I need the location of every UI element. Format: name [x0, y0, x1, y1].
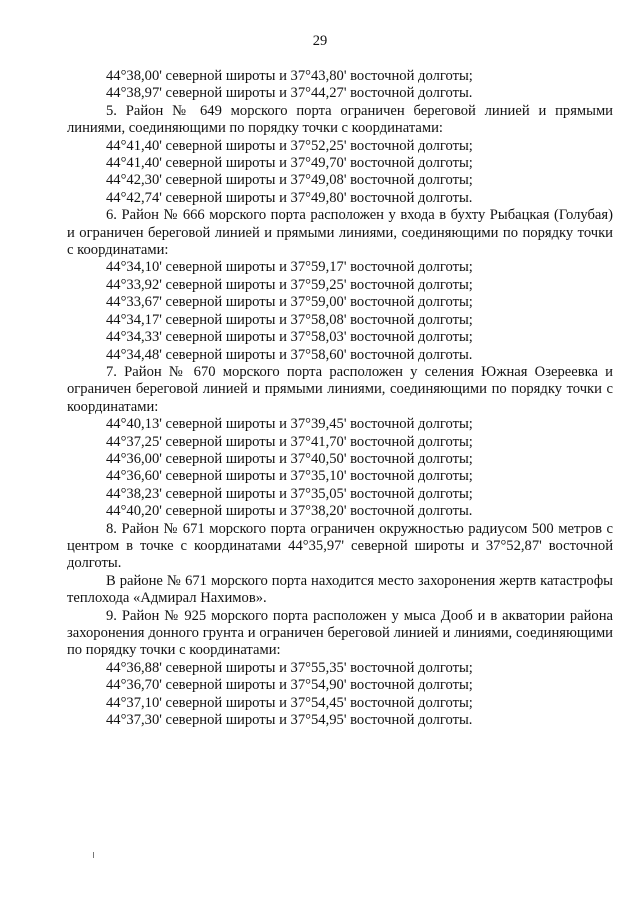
- paragraph-district-671: 8. Район № 671 морского порта ограничен окружностью радиусом 500 метров с центром в точке с координатами 44°35,97' северной широты и 37°52,87' восточной долготы.: [67, 520, 613, 572]
- coordinate-line: 44°40,13' северной широты и 37°39,45' восточной долготы;: [106, 416, 473, 433]
- paragraph-district-649: 5. Район № 649 морского порта ограничен береговой линией и прямыми линиями, соединяющими по порядку точки с координатами:: [67, 102, 613, 137]
- coordinate-line: 44°40,20' северной широты и 37°38,20' восточной долготы.: [106, 503, 473, 520]
- coordinate-line: 44°38,97' северной широты и 37°44,27' восточной долготы.: [106, 85, 473, 102]
- coordinate-line: 44°36,00' северной широты и 37°40,50' восточной долготы;: [106, 450, 473, 467]
- coordinate-line: 44°36,70' северной широты и 37°54,90' восточной долготы;: [106, 677, 473, 694]
- coordinate-line: 44°41,40' северной широты и 37°52,25' восточной долготы;: [106, 137, 473, 154]
- coordinate-line: 44°37,25' северной широты и 37°41,70' восточной долготы;: [106, 433, 473, 450]
- paragraph-district-666: 6. Район № 666 морского порта расположен у входа в бухту Рыбацкая (Голубая) и ограничен береговой линией и прямыми линиями, соединяющими по порядку точки с координатами:: [67, 207, 613, 259]
- coordinate-line: 44°33,67' северной широты и 37°59,00' восточной долготы;: [106, 294, 473, 311]
- coordinate-line: 44°37,10' северной широты и 37°54,45' восточной долготы;: [106, 694, 473, 711]
- document-body: [67, 68, 613, 729]
- coordinate-line: 44°36,60' северной широты и 37°35,10' восточной долготы;: [106, 468, 473, 485]
- coordinate-line: 44°38,23' северной широты и 37°35,05' восточной долготы;: [106, 485, 473, 502]
- coordinate-line: 44°33,92' северной широты и 37°59,25' восточной долготы;: [106, 276, 473, 293]
- scan-mark: [93, 852, 94, 858]
- paragraph-burial-site: В районе № 671 морского порта находится место захоронения жертв катастрофы теплохода «Адмирал Нахимов».: [67, 572, 613, 607]
- paragraph-district-670: 7. Район № 670 морского порта расположен у селения Южная Озереевка и ограничен береговой линией и прямыми линиями, соединяющими по порядку точки с координатами:: [67, 363, 613, 415]
- coordinate-line: 44°42,74' северной широты и 37°49,80' восточной долготы.: [106, 189, 473, 206]
- coordinate-line: 44°34,48' северной широты и 37°58,60' восточной долготы.: [106, 346, 473, 363]
- coordinate-line: 44°34,33' северной широты и 37°58,03' восточной долготы;: [106, 329, 473, 346]
- coordinate-line: 44°34,17' северной широты и 37°58,08' восточной долготы;: [106, 311, 473, 328]
- page-number: 29: [312, 33, 328, 49]
- coordinate-line: 44°38,00' северной широты и 37°43,80' восточной долготы;: [106, 68, 473, 84]
- coordinate-line: 44°36,88' северной широты и 37°55,35' восточной долготы;: [106, 659, 473, 676]
- paragraph-district-925: 9. Район № 925 морского порта расположен у мыса Дооб и в акватории района захоронения донного грунта и ограничен береговой линией и линиями, соединяющими по порядку точки с координатами:: [67, 607, 613, 659]
- coordinate-line: 44°37,30' северной широты и 37°54,95' восточной долготы.: [106, 712, 473, 729]
- coordinate-line: 44°34,10' северной широты и 37°59,17' восточной долготы;: [106, 259, 473, 276]
- coordinate-line: 44°41,40' северной широты и 37°49,70' восточной долготы;: [106, 155, 473, 172]
- coordinate-line: 44°42,30' северной широты и 37°49,08' восточной долготы;: [106, 172, 473, 189]
